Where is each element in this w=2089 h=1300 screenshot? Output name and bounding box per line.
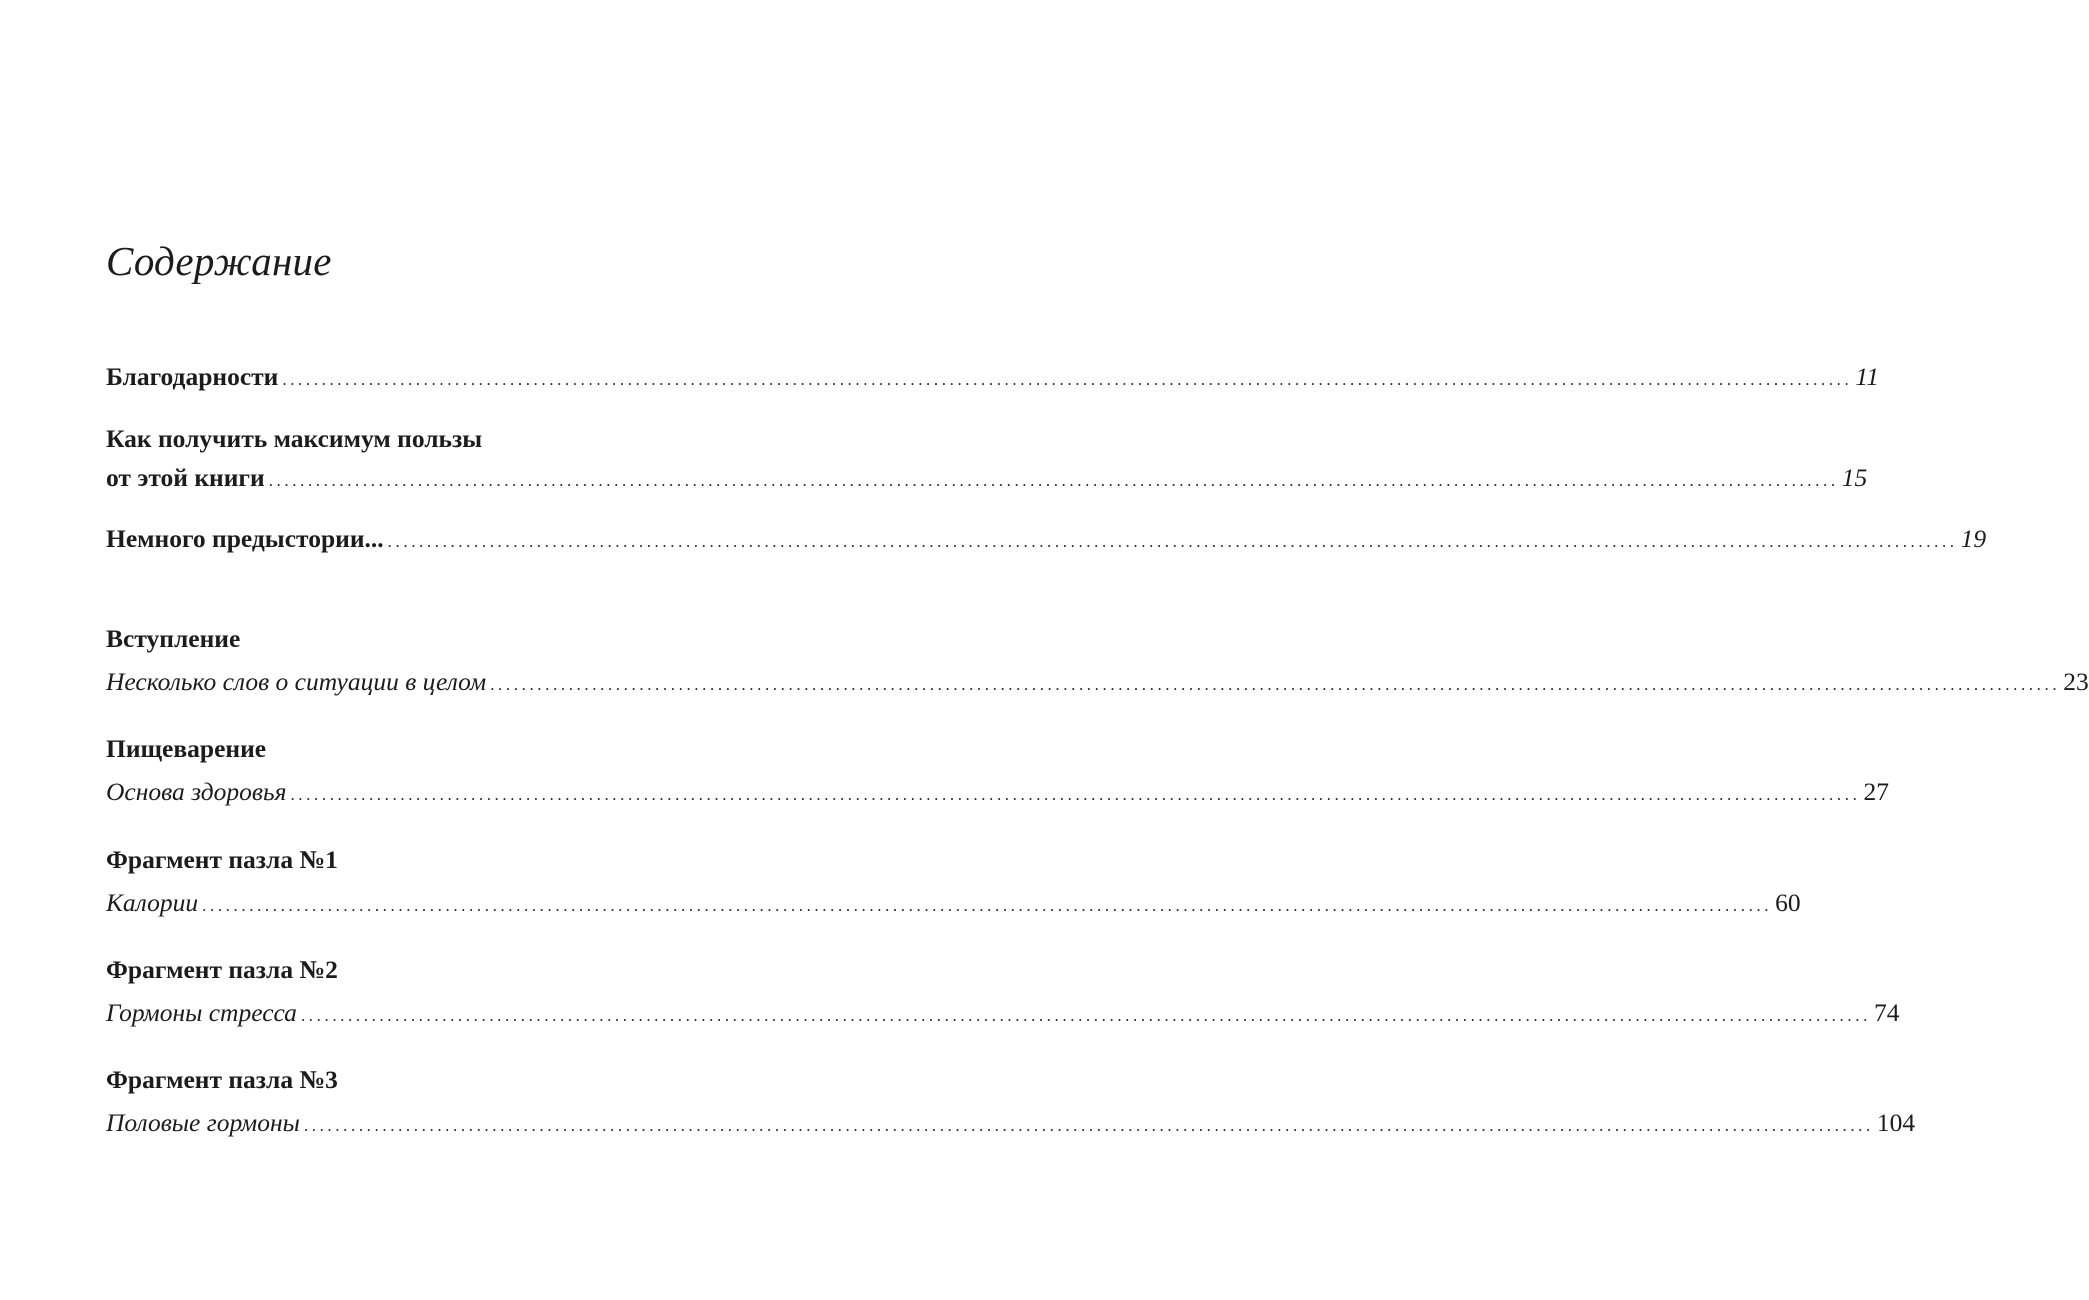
section-heading: Фрагмент пазла №1 <box>106 845 338 874</box>
page-title: Содержание <box>106 238 332 284</box>
toc-entry-page: 15 <box>1841 463 1868 492</box>
dot-leader: ........................................................................................................................................................................................................ <box>490 675 2061 694</box>
section-heading: Фрагмент пазла №2 <box>106 955 338 984</box>
dot-leader: ........................................................................................................................................................................................................ <box>300 1006 1871 1025</box>
toc-entry-page: 104 <box>1876 1108 1916 1137</box>
dot-leader: ........................................................................................................................................................................................................ <box>387 532 1958 551</box>
toc-entry-page: 74 <box>1873 998 1900 1027</box>
toc-entry-title: Немного предыстории... <box>106 524 384 553</box>
toc-entry-page: 23 <box>2063 667 2089 696</box>
toc-entry-section <box>106 996 1900 1030</box>
toc-entry-section <box>106 775 1889 809</box>
toc-entry-how-to-use <box>106 461 1868 495</box>
section-heading: Фрагмент пазла №3 <box>106 1065 338 1094</box>
section-subtitle: Калории <box>106 888 199 917</box>
section-subtitle: Несколько слов о ситуации в целом <box>106 667 487 696</box>
section-subtitle: Гормоны стресса <box>106 998 297 1027</box>
toc-entry-page: 27 <box>1863 777 1889 806</box>
toc-entry-section <box>106 665 2089 699</box>
toc-entry-page: 60 <box>1775 888 1801 917</box>
toc-entry-section <box>106 886 1801 920</box>
section-heading: Вступление <box>106 624 241 653</box>
toc-entry-title-line2: от этой книги <box>106 463 265 492</box>
section-heading: Пищеварение <box>106 734 267 763</box>
dot-leader: ........................................................................................................................................................................................................ <box>290 785 1861 804</box>
toc-entry-section <box>106 1106 1916 1140</box>
section-subtitle: Основа здоровья <box>106 777 287 806</box>
section-subtitle: Половые гормоны <box>106 1108 300 1137</box>
dot-leader: ........................................................................................................................................................................................................ <box>282 370 1853 389</box>
toc-entry-page: 19 <box>1960 524 1987 553</box>
toc-entry-acknowledgements <box>106 360 1879 394</box>
dot-leader: ........................................................................................................................................................................................................ <box>268 471 1839 490</box>
toc-entry-title: Благодарности <box>106 362 279 391</box>
toc-entry-background <box>106 522 1987 556</box>
dot-leader: ........................................................................................................................................................................................................ <box>303 1116 1874 1135</box>
toc-entry-title-line1: Как получить максимум пользы <box>106 424 483 453</box>
dot-leader: ........................................................................................................................................................................................................ <box>202 896 1773 915</box>
toc-entry-page: 11 <box>1855 362 1879 391</box>
